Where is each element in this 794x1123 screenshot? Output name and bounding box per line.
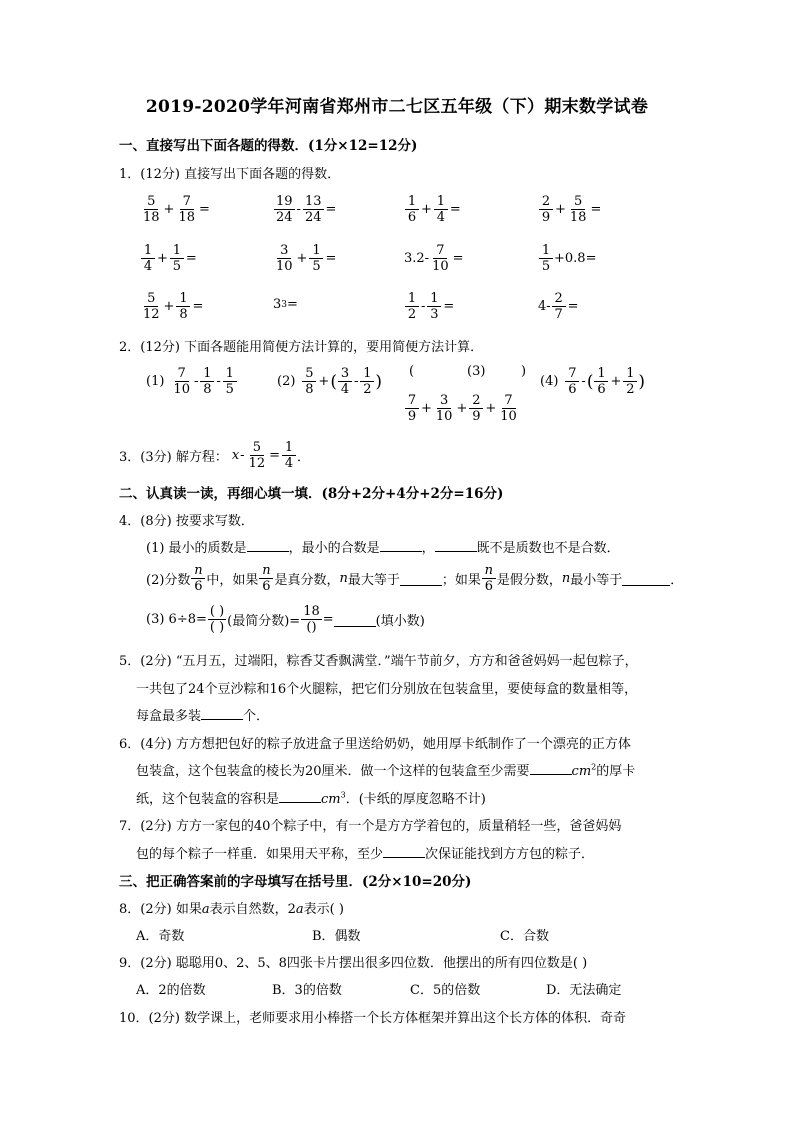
q10-stem: 10．(2分) 数学课上，老师要求用小棒搭一个长方体框架并算出这个长方体的体积．奇奇 xyxy=(119,1011,627,1026)
q8-stem: 8．(2分) 如果a表示自然数，2a表示( ) xyxy=(119,902,344,917)
q1-expr-r1d: $\frac{2}{9}$ + $\frac{5}{18}$ = xyxy=(538,194,602,225)
q6-line-3: 纸，这个包装盒的容积是 $cm^3$．(卡纸的厚度忽略不计) xyxy=(136,790,486,807)
q1-expr-r1b: $\frac{19}{24}$ - $\frac{13}{24}$ = xyxy=(276,194,337,225)
q1-expr-r3d: 4- $\frac{2}{7}$ = xyxy=(538,291,579,322)
q1-expr-r3b: 3 3 = xyxy=(273,297,298,312)
q1-expr-r2a: $\frac{1}{4}$ + $\frac{1}{5}$ = xyxy=(140,243,198,274)
section-2-heading: 二、认真读一读，再细心填一填．(8分+2分+4分+2分=16分) xyxy=(119,486,504,502)
q2-expr-3-label: (3) xyxy=(467,364,486,379)
q1-expr-r1a: $\frac{5}{18}$ + $\frac{7}{18}$ = xyxy=(143,194,210,225)
q2-expr-4: (4) $\frac{7}{6}$ - ( $\frac{1}{6}$ + $\frac{1}{2}$ ) xyxy=(540,366,646,397)
q7-line-2: 包的每个粽子一样重．如果用天平称，至少 次保证能找到方方包的粽子． xyxy=(136,843,594,862)
answer-blank[interactable] xyxy=(334,613,376,627)
q1-expr-r2b: $\frac{3}{10}$ + $\frac{1}{5}$ = xyxy=(276,243,337,274)
q5-line-1: 5．(2分) “五月五，过端阳，粽香艾香飘满堂．”端午节前夕，方方和爸爸妈妈一起包粽子， xyxy=(119,654,638,669)
q7-line-1: 7．(2分) 方方一家包的40个粽子中，有一个是方方学着包的，质量稍轻一些，爸爸妈妈 xyxy=(119,819,622,834)
answer-blank[interactable] xyxy=(247,538,289,552)
q6-line-2: 包装盒，这个包装盒的棱长为20厘米．做一个这样的包装盒至少需要 $cm^2$的厚卡 xyxy=(136,762,636,779)
section-3-heading: 三、把正确答案前的字母填写在括号里．(2分×10=20分) xyxy=(119,874,472,890)
q1-expr-r2d: $\frac{1}{5}$ +0.8= xyxy=(538,243,596,274)
q1-expr-r3a: $\frac{5}{12}$ + $\frac{1}{8}$ = xyxy=(143,291,204,322)
answer-blank[interactable] xyxy=(201,706,243,720)
answer-blank[interactable] xyxy=(279,789,321,803)
q4-part-2: (2)分数 $\frac{n}{6}$ 中，如果 $\frac{n}{6}$ 是真分数， n 最大等于 ；如果 $\frac{n}{6}$ 是假分数， n 最小等于 ． xyxy=(146,563,684,594)
q4-stem: 4．(8分) 按要求写数． xyxy=(119,514,254,529)
q1-expr-r3c: $\frac{1}{2}$ - $\frac{1}{3}$ = xyxy=(404,291,455,322)
q5-line-2: 一共包了24个豆沙粽和16个火腿粽，把它们分别放在包装盒里，要使每盒的数量相等， xyxy=(136,682,638,697)
q8-option-b[interactable]: B．偶数 xyxy=(312,929,361,944)
q2-expr-3: $\frac{7}{9}$ + $\frac{3}{10}$ + $\frac{2}{9}$ + $\frac{7}{10}$ xyxy=(404,393,520,424)
answer-blank[interactable] xyxy=(400,572,442,586)
q2-expr-3-paren-left: ( xyxy=(409,364,415,379)
q1-expr-r2c: 3.2- $\frac{7}{10}$ = xyxy=(404,243,464,274)
page-title: 2019-2020学年河南省郑州市二七区五年级（下）期末数学试卷 xyxy=(145,97,649,117)
q4-part-3: (3) 6÷8= $\frac{( )}{( )}$ (最简分数)= $\frac{18}{()}$ = (填小数) xyxy=(146,604,425,635)
answer-blank[interactable] xyxy=(622,572,670,586)
q9-option-d[interactable]: D．无法确定 xyxy=(546,983,622,998)
answer-blank[interactable] xyxy=(530,761,572,775)
answer-blank[interactable] xyxy=(435,538,477,552)
q2-expr-2: (2) $\frac{5}{8}$ + ( $\frac{3}{4}$ - $\frac{1}{2}$ ) xyxy=(277,366,383,397)
q9-option-a[interactable]: A．2的倍数 xyxy=(136,983,206,998)
q9-stem: 9．(2分) 聪聪用0、2、5、8四张卡片摆出很多四位数．他摆出的所有四位数是( ) xyxy=(119,956,588,971)
q5-line-3: 每盒最多装 个． xyxy=(136,705,269,724)
q9-option-b[interactable]: B．3的倍数 xyxy=(272,983,342,998)
q3-equation: 3．(3分) 解方程： x - $\frac{5}{12}$ = $\frac{1}{4}$ ． xyxy=(119,440,311,471)
q8-option-c[interactable]: C．合数 xyxy=(500,929,549,944)
q1-expr-r1c: $\frac{1}{6}$ + $\frac{1}{4}$ = xyxy=(404,194,462,225)
answer-blank[interactable] xyxy=(380,538,422,552)
q2-expr-3-paren-right: ) xyxy=(521,364,527,379)
q2-expr-1: (1) $\frac{7}{10}$ - $\frac{1}{8}$ - $\frac{1}{5}$ xyxy=(146,366,238,397)
q1-stem: 1．(12分) 直接写出下面各题的得数． xyxy=(119,167,341,182)
q4-part-1: (1) 最小的质数是 ，最小的合数是 ， 既不是质数也不是合数． xyxy=(146,537,620,556)
q6-line-1: 6．(4分) 方方想把包好的粽子放进盒子里送给奶奶，她用厚卡纸制作了一个漂亮的正方体 xyxy=(119,737,631,752)
section-1-heading: 一、直接写出下面各题的得数．(1分×12=12分) xyxy=(119,138,418,154)
q9-option-c[interactable]: C．5的倍数 xyxy=(410,983,481,998)
q2-stem: 2．(12分) 下面各题能用简便方法计算的，要用简便方法计算． xyxy=(119,340,484,355)
answer-blank[interactable] xyxy=(383,844,425,858)
q8-option-a[interactable]: A．奇数 xyxy=(136,929,185,944)
